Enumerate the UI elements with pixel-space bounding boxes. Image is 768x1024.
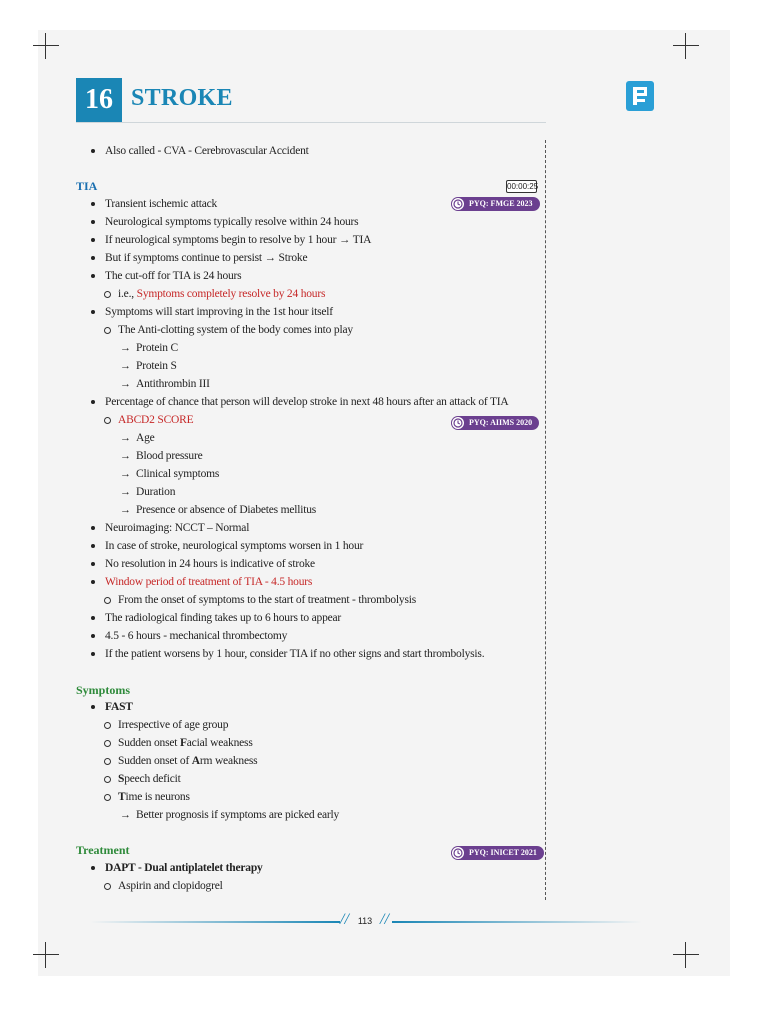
pyq-badge (451, 846, 544, 860)
history-clock-icon (452, 198, 464, 210)
list-arrow-item: → Duration (120, 486, 176, 498)
footer-slash-right-icon: // (380, 911, 389, 928)
list-arrow-item: → Age (120, 432, 155, 444)
list-item: Transient ischemic attack (105, 198, 218, 210)
page-number: 113 (357, 916, 373, 926)
section-heading-treatment: Treatment (76, 843, 130, 857)
chapter-number: 16 (76, 78, 122, 122)
crop-mark-top-left (33, 33, 59, 59)
list-item: Neurological symptoms typically resolve within 24 hours (105, 216, 359, 228)
list-arrow-item: → Presence or absence of Diabetes mellitus (120, 504, 317, 516)
list-subitem: Aspirin and clopidogrel (118, 880, 223, 892)
list-item: No resolution in 24 hours is indicative of stroke (105, 558, 315, 570)
list-item: Neuroimaging: NCCT – Normal (105, 522, 250, 534)
list-item: Also called - CVA - Cerebrovascular Accident (105, 145, 309, 157)
list-item: But if symptoms continue to persist → Stroke (105, 252, 308, 264)
list-arrow-item: → Antithrombin III (120, 378, 210, 390)
list-arrow-item: → Clinical symptoms (120, 468, 220, 480)
list-item: The cut-off for TIA is 24 hours (105, 270, 242, 282)
list-item: If neurological symptoms begin to resolve by 1 hour → TIA (105, 234, 372, 246)
crop-mark-bottom-left (33, 942, 59, 968)
pyq-badge-label: PYQ: AIIMS 2020 (469, 418, 533, 427)
list-subitem: Sudden onset of Arm weakness (118, 755, 258, 767)
list-item: Window period of treatment of TIA - 4.5 hours (105, 576, 313, 588)
list-arrow-item: → Better prognosis if symptoms are picked early (120, 809, 340, 821)
list-item: DAPT - Dual antiplatelet therapy (105, 862, 263, 874)
list-subitem: ABCD2 SCORE (118, 414, 194, 426)
list-item: FAST (105, 701, 133, 713)
crop-mark-top-right (673, 33, 699, 59)
footer-rule-left (90, 921, 340, 923)
list-item: If the patient worsens by 1 hour, consider TIA if no other signs and start thrombolysis. (105, 648, 485, 660)
pyq-badge-label: PYQ: FMGE 2023 (469, 199, 533, 208)
pyq-badge-label: PYQ: INICET 2021 (469, 848, 537, 857)
list-subitem: The Anti-clotting system of the body comes into play (118, 324, 353, 336)
history-clock-icon (452, 417, 464, 429)
footer-slash-left-icon: // (340, 911, 349, 928)
history-clock-icon (452, 847, 464, 859)
publisher-logo-icon (626, 81, 654, 111)
list-item: Symptoms will start improving in the 1st hour itself (105, 306, 333, 318)
list-arrow-item: → Protein S (120, 360, 177, 372)
column-divider (545, 140, 546, 900)
video-timestamp[interactable]: 00:00:25 (507, 182, 539, 191)
list-subitem: i.e., Symptoms completely resolve by 24 hours (118, 288, 326, 300)
list-subitem: Sudden onset Facial weakness (118, 737, 253, 749)
list-subitem: Irrespective of age group (118, 719, 229, 731)
list-item: In case of stroke, neurological symptoms worsen in 1 hour (105, 540, 364, 552)
list-arrow-item: → Blood pressure (120, 450, 203, 462)
section-heading-tia: TIA (76, 179, 98, 193)
list-item: 4.5 - 6 hours - mechanical thrombectomy (105, 630, 288, 642)
list-subitem: Speech deficit (118, 773, 181, 785)
list-arrow-item: → Protein C (120, 342, 178, 354)
chapter-rule (76, 122, 546, 123)
list-subitem: Time is neurons (118, 791, 190, 803)
pyq-badge (451, 197, 540, 211)
list-subitem: From the onset of symptoms to the start of treatment - thrombolysis (118, 594, 417, 606)
chapter-title: STROKE (131, 85, 233, 111)
list-item: Percentage of chance that person will develop stroke in next 48 hours after an attack of TIA (105, 396, 509, 408)
pyq-badge (451, 416, 539, 430)
footer-rule-right (392, 921, 642, 923)
list-item: The radiological finding takes up to 6 hours to appear (105, 612, 342, 624)
section-heading-symptoms: Symptoms (76, 683, 131, 697)
crop-mark-bottom-right (673, 942, 699, 968)
